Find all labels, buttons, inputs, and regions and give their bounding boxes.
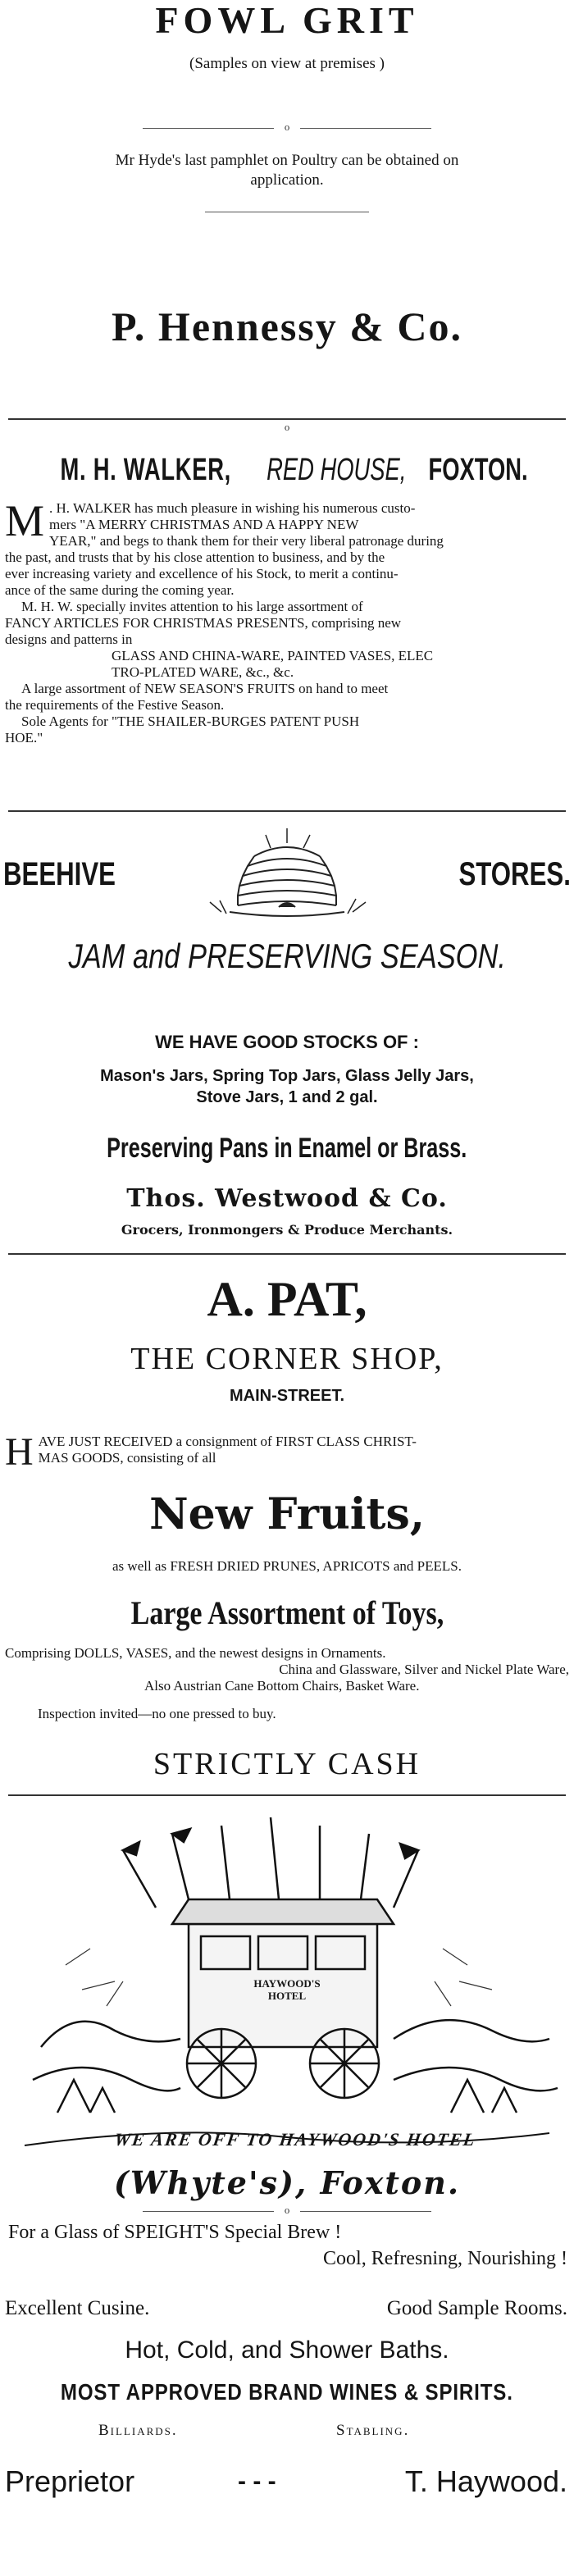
walker-text: the requirements of the Festive Season.: [5, 697, 225, 713]
corner-shop: THE CORNER SHOP,: [130, 1342, 444, 1376]
hot-cold-baths: Hot, Cold, and Shower Baths.: [125, 2337, 449, 2364]
proprietor-dashes: - - -: [238, 2468, 276, 2495]
section-rule: [8, 1253, 566, 1255]
ornament-divider: o: [284, 422, 290, 433]
pat-text: Also Austrian Cane Bottom Chairs, Basket Ware.: [144, 1678, 420, 1694]
pamphlet-line-1: Mr Hyde's last pamphlet on Poultry can be obtained on: [115, 152, 459, 169]
proprietor-line: [0, 2464, 574, 2505]
section-rule: [8, 1794, 566, 1796]
proprietor-label: Preprietоr: [5, 2464, 135, 2498]
wines-wrap: [0, 2378, 574, 2406]
walker-text: HOE.": [5, 730, 43, 745]
walker-text: A large assortment of NEW SEASON'S FRUITS on hand to meet: [21, 681, 389, 696]
pat-text: Comprising DOLLS, VASES, and the newest designs in Ornaments.: [5, 1645, 386, 1661]
coach-sign: [246, 1977, 328, 2002]
section-rule: [8, 418, 566, 420]
pat-comprising: [5, 1645, 569, 1722]
dried-fruits: as well as FRESH DRIED PRUNES, APRICOTS and PEELS.: [112, 1558, 462, 1574]
walker-name: M. H. WALKER,: [60, 453, 231, 487]
section-rule: [8, 810, 566, 812]
pat-text: China and Glassware, Silver and Nickel Plate Ware,: [279, 1662, 569, 1677]
walker-text: designs and patterns in: [5, 631, 133, 647]
new-fruits: New Fruits,: [149, 1489, 425, 1539]
large-assortment-toys: Large Assortment of Toys,: [130, 1594, 444, 1631]
billiards: Billiards.: [98, 2422, 178, 2439]
coach-sign-line2: HOTEL: [267, 1990, 307, 2002]
hennessy-name: P. Hennessy & Co.: [111, 303, 463, 349]
stabling: Stabling.: [336, 2422, 410, 2439]
haywoods-banner: WE ARE OFF TO HAYWOOD'S HOTEL: [112, 2129, 478, 2150]
ornament-divider: o: [271, 2206, 303, 2216]
walker-text: M. H. W. specially invites attention to his large assortment of: [21, 599, 363, 614]
walker-text: mers "A MERRY CHRISTMAS AND A HAPPY NEW: [49, 517, 359, 532]
pamphlet-line-2: application.: [250, 171, 324, 189]
brand-wines: MOST APPROVED BRAND WINES & SPIRITS.: [61, 2379, 513, 2405]
walker-text: YEAR," and begs to thank them for their very liberal patronage during: [49, 533, 444, 549]
excellent-cuisine: Excellent Cusine.: [5, 2297, 150, 2319]
walker-text: . H. WALKER has much pleasure in wishing his numerous custo-: [49, 500, 416, 516]
walker-text: Sole Agents for "THE SHAILER-BURGES PATENT PUSH: [21, 714, 360, 729]
beehive-icon: [197, 823, 377, 922]
whytes-foxton: (Whyte's), Foxton.: [113, 2164, 461, 2201]
walker-text: ance of the same during the coming year.: [5, 582, 235, 598]
pat-received: [5, 1430, 569, 1474]
main-street: MAIN-STREET.: [230, 1387, 344, 1405]
walker-house: RED HOUSE,: [266, 453, 407, 487]
cool-refreshing: Cool, Refresning, Nourishing !: [323, 2248, 567, 2269]
walker-text: FANCY ARTICLES FOR CHRISTMAS PRESENTS, comprising new: [5, 615, 402, 631]
walker-text: TRO-PLATED WARE, &c., &c.: [112, 664, 294, 680]
pat-text: Inspection invited—no one pressed to buy.: [38, 1706, 276, 1721]
preserving-pans: Preserving Pans in Enamel or Brass.: [107, 1133, 467, 1164]
jars-line-1: Mason's Jars, Spring Top Jars, Glass Jelly Jars,: [100, 1067, 474, 1085]
pat-text: MAS GOODS, consisting of all: [38, 1450, 216, 1466]
walker-drop-cap: M: [5, 496, 45, 545]
pans-wrap: [0, 1132, 574, 1165]
strictly-cash: STRICTLY CASH: [153, 1747, 421, 1781]
toys-wrap: [0, 1594, 574, 1632]
walker-text: ever increasing variety and excellence of his Stock, to merit a continu-: [5, 566, 399, 581]
pat-text: AVE JUST RECEIVED a consignment of FIRST CLASS CHRIST-: [38, 1434, 417, 1449]
walker-header: [0, 453, 574, 490]
beehive-header: [0, 820, 574, 927]
speights-brew: For a Glass of SPEIGHT'S Special Brew !: [8, 2222, 342, 2243]
beehive-right: STORES.: [458, 856, 571, 892]
coach-sign-line1: HAYWOOD'S: [253, 1977, 321, 1990]
walker-text: GLASS AND CHINA-WARE, PAINTED VASES, ELEC: [112, 648, 434, 663]
westwood-trade: Grocers, Ironmongers & Produce Merchants.: [121, 1222, 453, 1238]
jam-season-wrap: [0, 937, 574, 976]
jars-line-2: Stove Jars, 1 and 2 gal.: [196, 1088, 378, 1106]
pat-drop-cap: H: [5, 1430, 34, 1474]
fowl-grit-samples: (Samples on view at premises ): [189, 55, 385, 72]
sample-rooms: Good Sample Rooms.: [386, 2297, 567, 2319]
proprietor-name: T. Haywood.: [404, 2464, 567, 2498]
pat-name: A. PAT,: [207, 1272, 367, 1326]
good-stocks: WE HAVE GOOD STOCKS OF :: [155, 1032, 419, 1052]
walker-text: the past, and trusts that by his close attention to business, and by the: [5, 549, 385, 565]
walker-town: FOXTON.: [428, 453, 528, 487]
jam-season: JAM and PRESERVING SEASON.: [68, 937, 506, 975]
walker-body: [5, 496, 569, 746]
beehive-left: BEEHIVE: [3, 856, 116, 892]
coach-illustration: [8, 1801, 566, 2162]
fowl-grit-title: FOWL GRIT: [155, 0, 419, 41]
ornament-divider: o: [271, 123, 303, 133]
westwood-firm: Thos. Westwood & Co.: [126, 1184, 448, 1213]
